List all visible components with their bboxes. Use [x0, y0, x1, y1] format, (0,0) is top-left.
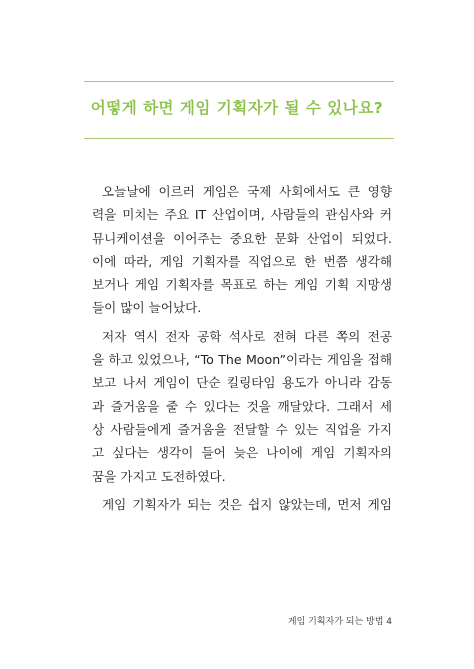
page-title: 어떻게 하면 게임 기획자가 될 수 있나요?: [90, 99, 384, 117]
paragraph-line: 오늘날에 이르러 게임은 국제 사회에서도 큰 영향: [102, 184, 392, 199]
paragraph-line: 꿈을 가지고 도전하였다.: [92, 468, 226, 484]
paragraph-line: 과 즐거움을 줄 수 있다는 것을 깨달았다. 그래서 세: [92, 398, 392, 414]
paragraph-line: 력을 미치는 주요 IT 산업이며, 사람들의 관심사와 커: [92, 207, 392, 223]
paragraph-line: 이에 따라, 게임 기획자를 직업으로 한 번쯤 생각해: [92, 253, 392, 269]
paragraph-line: 뮤니케이션을 이어주는 중요한 문화 산업이 되었다.: [92, 230, 392, 246]
paragraph-2: [92, 325, 392, 488]
paragraph-line: 을 하고 있었으나, “To The Moon”이라는 게임을 접해: [92, 352, 392, 368]
paragraph-line: 들이 많이 늘어났다.: [92, 300, 202, 316]
title-top-rule: [84, 81, 394, 82]
paragraph-line: 보거나 게임 기획자를 목표로 하는 게임 기획 지망생: [92, 277, 392, 293]
paragraph-1: [92, 180, 392, 320]
running-footer: 게임 기획자가 되는 방법 4: [287, 617, 392, 627]
title-bottom-rule: [84, 138, 394, 139]
paragraph-line: 게임 기획자가 되는 것은 쉽지 않았는데, 먼저 게임: [102, 496, 392, 512]
paragraph-line: 저자 역시 전자 공학 석사로 전혀 다른 쪽의 전공: [102, 328, 392, 344]
paragraph-3: [92, 493, 392, 516]
body-text: [92, 180, 392, 521]
paragraph-line: 고 싶다는 생각이 들어 늦은 나이에 게임 기획자의: [92, 445, 392, 461]
paragraph-line: 보고 나서 게임이 단순 킬링타임 용도가 아니라 감동: [92, 375, 392, 391]
paragraph-line: 상 사람들에게 즐거움을 전달할 수 있는 직업을 가지: [92, 421, 392, 437]
